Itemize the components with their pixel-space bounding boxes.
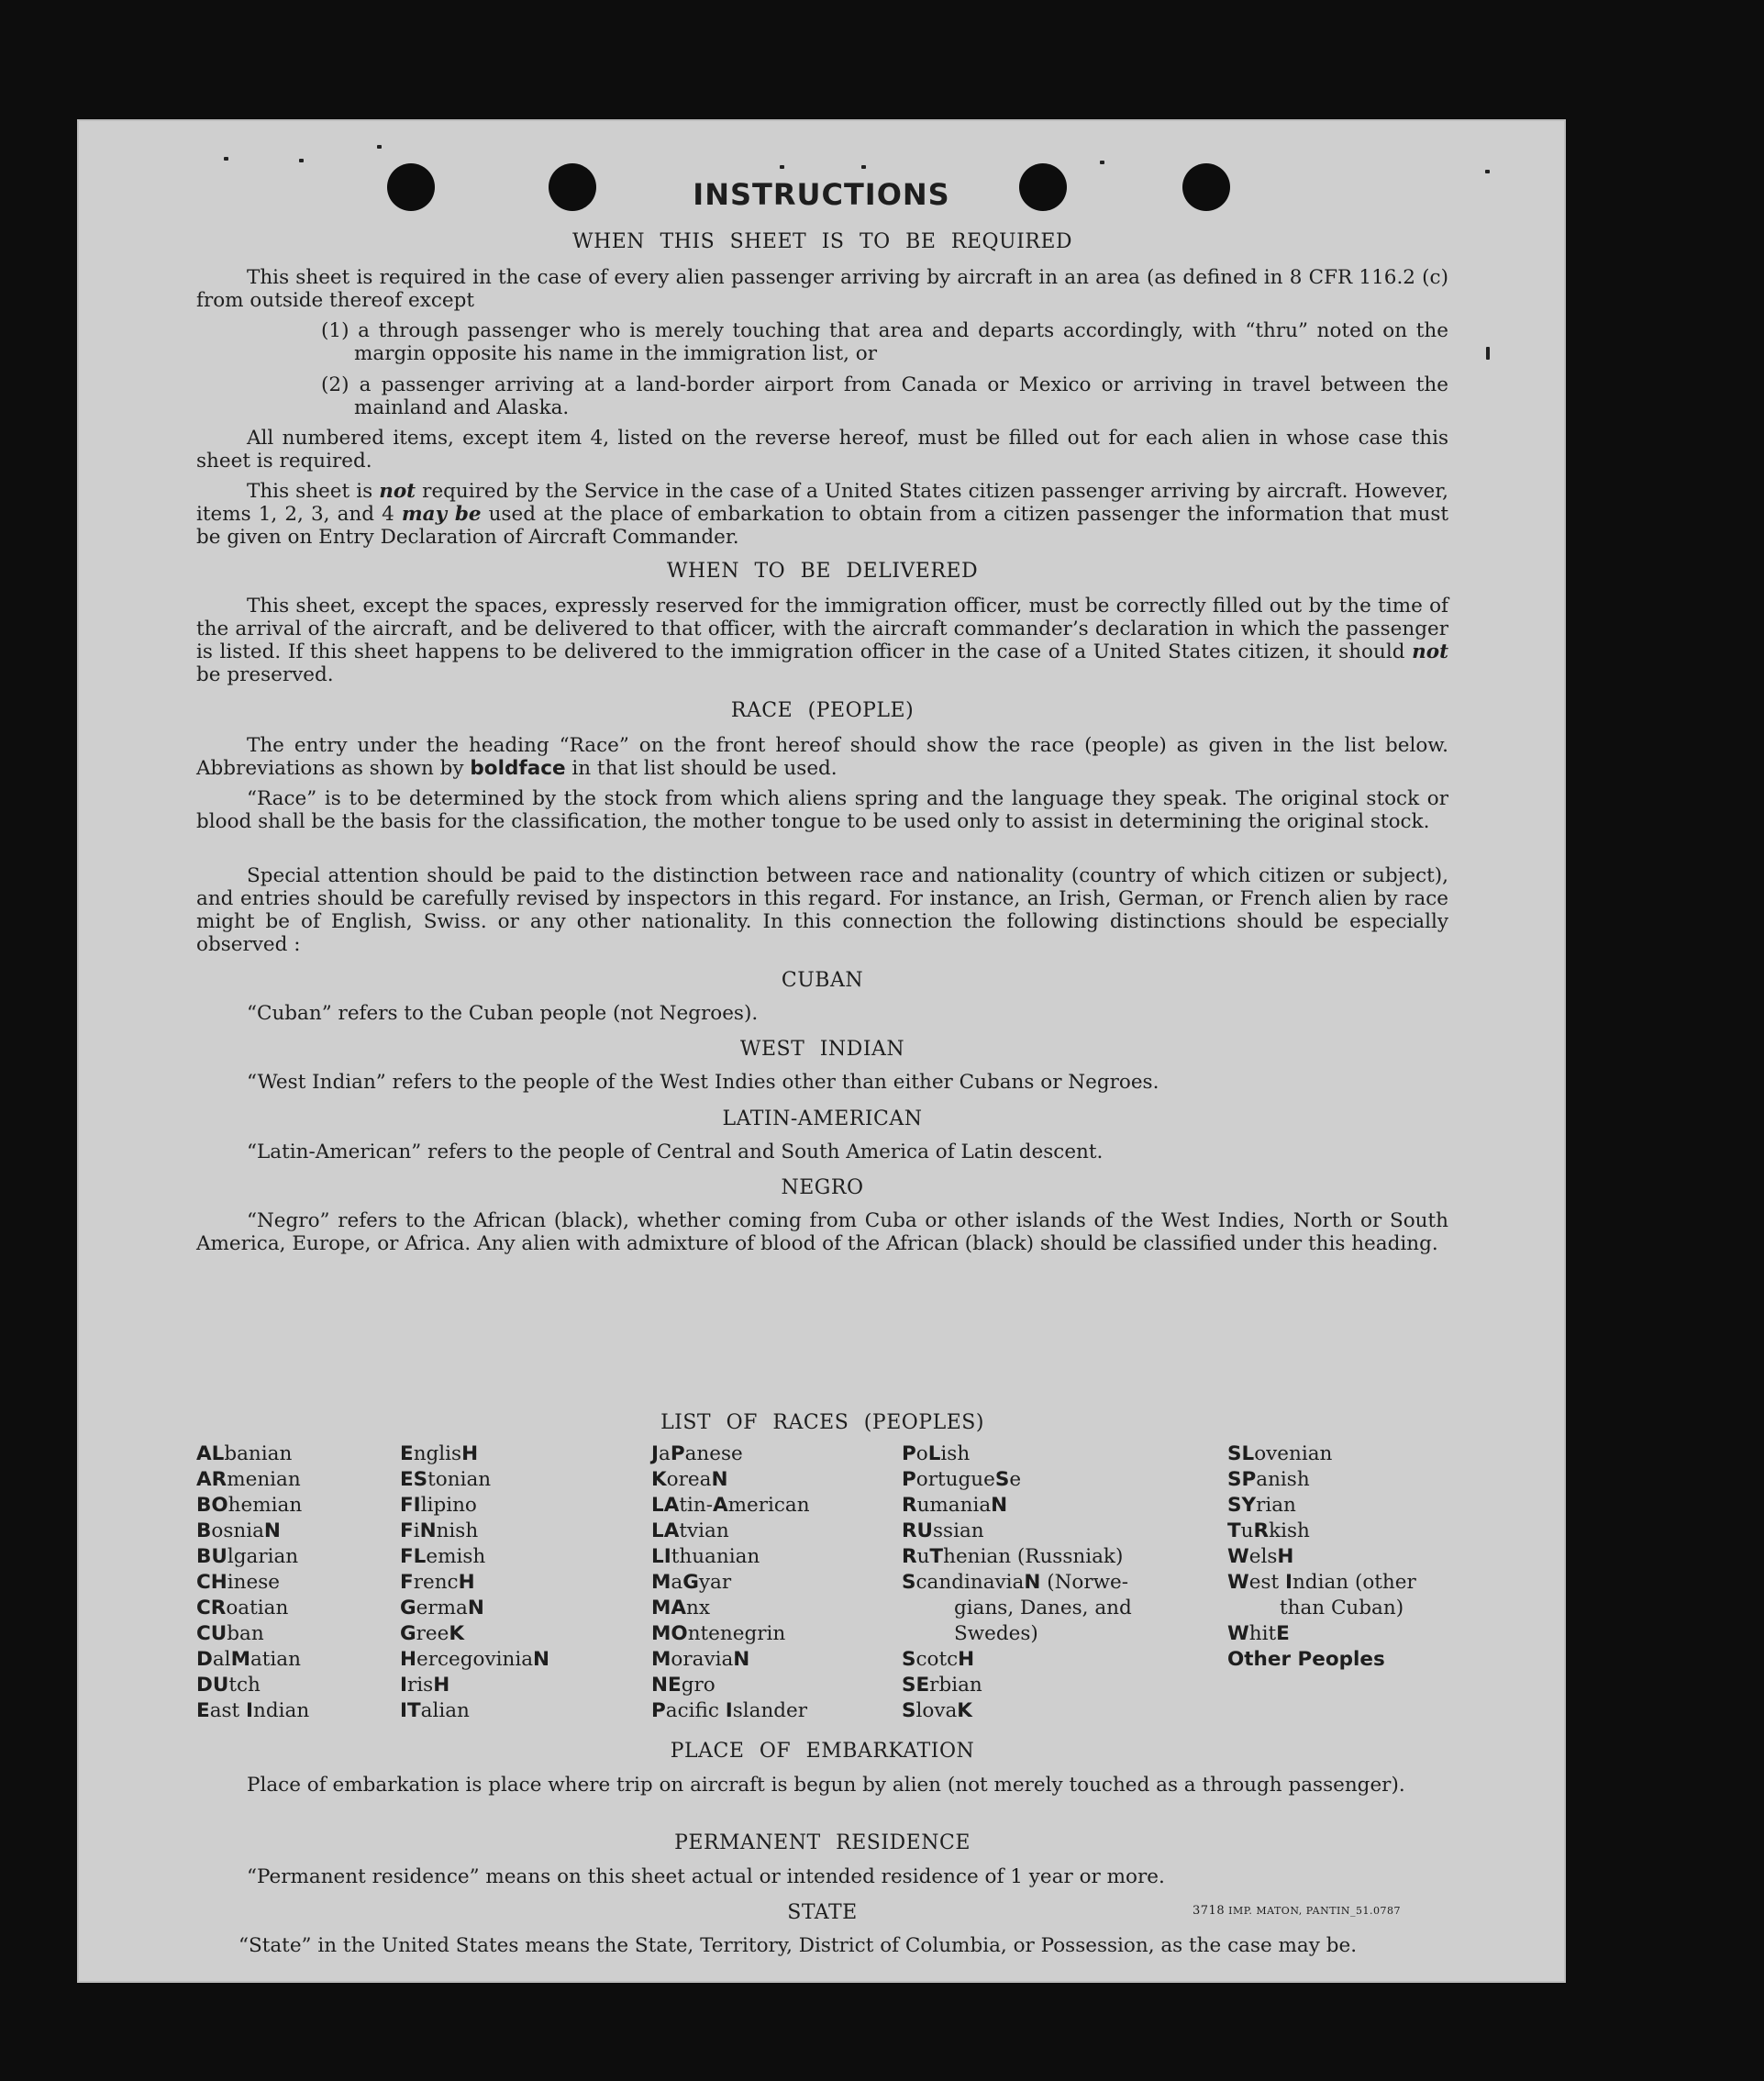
race-entry: BUlgarian [196,1545,299,1568]
race-entry: JaPanese [651,1442,743,1465]
race-entry: FLemish [400,1545,486,1568]
race-entry: LIthuanian [651,1545,760,1568]
speck [780,165,784,169]
paragraph: “Race” is to be determined by the stock from which aliens spring and the language they speak. The original stock or blood shall be the basis for the classification, the mother tongue to be used only to assist in determining the original stock. [196,787,1448,833]
section-heading: PLACE OF EMBARKATION [670,1740,975,1763]
paragraph: All numbered items, except item 4, listed on the reverse hereof, must be filled out for each alien in whose case this sheet is required. [196,427,1448,473]
race-entry: ALbanian [196,1442,293,1465]
document-sheet [77,119,1566,1983]
race-entry: DalMatian [196,1648,301,1671]
printer-imprint: IMP. MATON, PANTIN_51.0787 [1228,1905,1401,1917]
section-heading: WEST INDIAN [739,1038,905,1061]
section-heading: WHEN THIS SHEET IS TO BE REQUIRED [571,230,1073,253]
race-entry: WhitE [1227,1622,1290,1645]
race-entry: SPanish [1227,1468,1310,1491]
section-heading: CUBAN [781,969,864,992]
race-entry: RUssian [902,1519,984,1542]
race-entry: ARmenian [196,1468,301,1491]
race-entry: PortugueSe [902,1468,1022,1491]
race-entry: SlovaK [902,1699,972,1722]
paragraph: This sheet is not required by the Service in the case of a United States citizen passenger arriving by aircraft. However, items 1, 2, 3, and 4 may be used at the place of embarkation to obtain from a citizen passenger the information that must be given on Entry Declaration of Aircraft Commander. [196,480,1449,549]
race-entry: Other Peoples [1227,1648,1385,1671]
race-entry: HercegoviniaN [400,1648,550,1671]
race-column [1227,1441,1416,1673]
race-column [400,1441,549,1724]
paragraph: The entry under the heading “Race” on the front hereof should show the race (people) as given in the list below. Abbreviations as shown by boldface in that list should be used. [196,734,1448,780]
section-heading: LIST OF RACES (PEOPLES) [660,1411,984,1434]
race-entry: EnglisH [400,1442,479,1465]
form-number: 3718 [1193,1904,1226,1918]
race-entry: PoLish [902,1442,971,1465]
paragraph: Place of embarkation is place where trip on aircraft is begun by alien (not merely touched as a through passenger). [247,1774,1405,1797]
section-heading: WHEN TO BE DELIVERED [666,560,979,583]
race-entry: LAtvian [651,1519,729,1542]
speck [1100,161,1104,164]
race-entry: SErbian [902,1674,982,1697]
race-entry: GreeK [400,1622,465,1645]
section-heading: LATIN-AMERICAN [722,1107,923,1130]
speck [224,157,228,161]
paragraph: This sheet, except the spaces, expressly reserved for the immigration officer, must be correctly filled out by the time of the arrival of the aircraft, and be delivered to that officer, with the aircraft commander’s declaration in which the passenger is listed. If this sheet happens to be delivered to the immigration officer in the case of a United States citizen, it should not be preserved. [196,595,1448,686]
speck [1486,347,1490,360]
race-entry: ScandinaviaN (Norwe- [902,1571,1129,1594]
race-entry: CUban [196,1622,264,1645]
paragraph: This sheet is required in the case of every alien passenger arriving by aircraft in an area (as defined in 8 CFR 116.2 (c) from outside thereof except [196,266,1448,312]
speck [861,165,866,169]
race-column [651,1441,810,1724]
race-entry: SYrian [1227,1494,1296,1517]
race-entry: KoreaN [651,1468,728,1491]
race-entry: than Cuban) [1280,1597,1404,1619]
paragraph: “West Indian” refers to the people of the West Indies other than either Cubans or Negroes. [247,1071,1159,1094]
race-entry: MAnx [651,1597,711,1619]
speck [377,145,382,149]
form-footer [1193,1904,1401,1918]
race-entry: East Indian [196,1699,310,1722]
race-entry: RuThenian (Russniak) [902,1545,1124,1568]
paragraph: “Cuban” refers to the Cuban people (not Negroes). [247,1002,759,1025]
race-entry: FIlipino [400,1494,477,1517]
race-entry: WelsH [1227,1545,1294,1568]
race-entry: LAtin-American [651,1494,810,1517]
race-entry: Swedes) [954,1622,1038,1645]
race-entry: gians, Danes, and [954,1597,1132,1619]
section-heading: RACE (PEOPLE) [730,699,915,722]
race-column [902,1441,1132,1724]
paragraph: “Permanent residence” means on this sheet actual or intended residence of 1 year or more. [247,1865,1165,1888]
section-heading: PERMANENT RESIDENCE [674,1831,971,1854]
race-entry: TuRkish [1227,1519,1310,1542]
exception-item: (1) a through passenger who is merely touching that area and departs accordingly, with “thru” noted on the margin opposite his name in the immigration list, or [321,319,1448,365]
race-entry: MOntenegrin [651,1622,786,1645]
race-entry: MoraviaN [651,1648,750,1671]
race-entry: MaGyar [651,1571,732,1594]
speck [299,159,304,162]
section-heading: NEGRO [781,1176,864,1199]
exception-item: (2) a passenger arriving at a land-border airport from Canada or Mexico or arriving in travel between the mainland and Alaska. [321,373,1448,419]
paragraph: Special attention should be paid to the distinction between race and nationality (country of which citizen or subject), and entries should be carefully revised by inspectors in this regard. For instance, an Irish, German, or French alien by race might be of English, Swiss. or any other nationality. In this connection the following distinctions should be especially observed : [196,864,1448,956]
race-entry: EStonian [400,1468,492,1491]
race-entry: GermaN [400,1597,484,1619]
race-entry: RumaniaN [902,1494,1008,1517]
race-entry: BosniaN [196,1519,281,1542]
page-title: INSTRUCTIONS [693,177,950,212]
speck [1485,170,1490,173]
race-entry: ScotcH [902,1648,975,1671]
race-entry: ITalian [400,1699,470,1722]
race-entry: Pacific Islander [651,1699,808,1722]
race-entry: IrisH [400,1674,450,1697]
race-entry: CHinese [196,1571,280,1594]
race-entry: DUtch [196,1674,261,1697]
race-column [196,1441,309,1724]
paragraph: “State” in the United States means the State, Territory, District of Columbia, or Possession, as the case may be. [239,1934,1358,1957]
race-entry: SLovenian [1227,1442,1333,1465]
race-entry: BOhemian [196,1494,303,1517]
race-entry: NEgro [651,1674,716,1697]
paragraph: “Negro” refers to the African (black), whether coming from Cuba or other islands of the West Indies, North or South America, Europe, or Africa. Any alien with admixture of blood of the African (black) should be classified under this heading. [196,1209,1448,1255]
paragraph: “Latin-American” refers to the people of Central and South America of Latin descent. [247,1141,1104,1163]
race-entry: West Indian (other [1227,1571,1416,1594]
race-entry: CRoatian [196,1597,289,1619]
race-entry: FiNnish [400,1519,479,1542]
race-entry: FrencH [400,1571,475,1594]
section-heading: STATE [787,1901,858,1924]
